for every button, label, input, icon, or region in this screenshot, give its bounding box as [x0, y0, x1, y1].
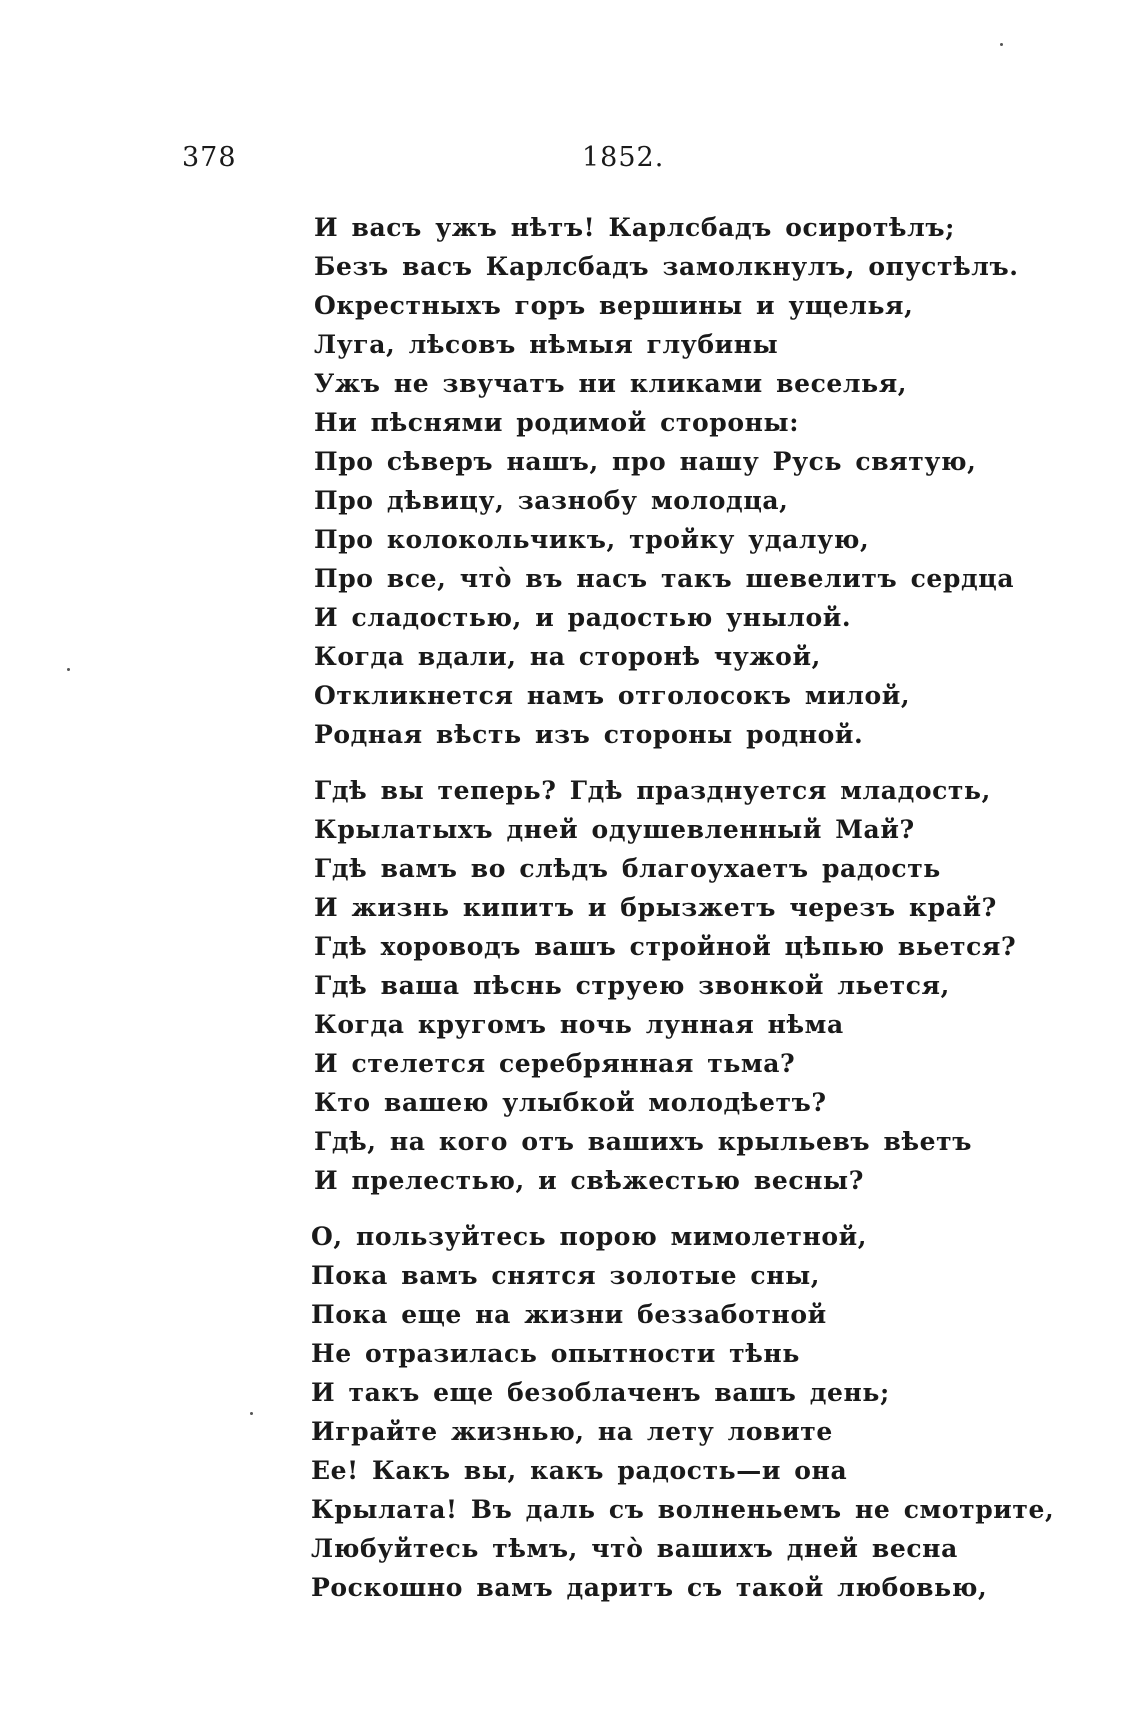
poem-line: И сладостью, и радостью унылой.: [314, 603, 852, 632]
poem-line: Ее! Какъ вы, какъ радость—и она: [311, 1456, 848, 1485]
paper-speck: [67, 668, 70, 671]
poem-line: Пока вамъ снятся золотые сны,: [311, 1261, 821, 1290]
poem-line: Безъ васъ Карлсбадъ замолкнулъ, опустѣлъ.: [314, 252, 1019, 281]
poem-line: И стелется серебрянная тьма?: [314, 1049, 796, 1078]
poem-line: Гдѣ хороводъ вашъ стройной цѣпью вьется?: [314, 932, 1017, 961]
poem-line: Пока еще на жизни беззаботной: [311, 1300, 827, 1329]
page-number: 378: [182, 142, 237, 173]
poem-line: Кто вашею улыбкой молодѣетъ?: [314, 1088, 827, 1117]
poem-line: Крылата! Въ даль съ волненьемъ не смотрите,: [311, 1495, 1055, 1524]
poem-line: Гдѣ вамъ во слѣдъ благоухаетъ радость: [314, 854, 941, 883]
poem-line: Играйте жизнью, на лету ловите: [311, 1417, 833, 1446]
poem-line: Крылатыхъ дней одушевленный Май?: [314, 815, 915, 844]
poem-body: [311, 208, 1094, 1607]
poem-line: И жизнь кипитъ и брызжетъ черезъ край?: [314, 893, 997, 922]
poem-line: Ни пѣснями родимой стороны:: [314, 408, 800, 437]
poem-line: Луга, лѣсовъ нѣмыя глубины: [314, 330, 779, 359]
poem-line: И такъ еще безоблаченъ вашъ день;: [311, 1378, 890, 1407]
paper-speck: [1000, 43, 1003, 46]
stanza: [314, 208, 1094, 754]
poem-line: Родная вѣсть изъ стороны родной.: [314, 720, 864, 749]
poem-line: Про сѣверъ нашъ, про нашу Русь святую,: [314, 447, 977, 476]
poem-line: Гдѣ, на кого отъ вашихъ крыльевъ вѣетъ: [314, 1127, 973, 1156]
poem-line: Гдѣ вы теперь? Гдѣ празднуется младость,: [314, 776, 991, 805]
poem-line: Про колокольчикъ, тройку удалую,: [314, 525, 870, 554]
running-head-year: 1852.: [582, 142, 665, 173]
poem-line: Не отразилась опытности тѣнь: [311, 1339, 800, 1368]
poem-line: Роскошно вамъ даритъ съ такой любовью,: [311, 1573, 988, 1602]
stanza: [311, 1217, 1094, 1607]
poem-line: Про все, что̀ въ насъ такъ шевелитъ сердца: [314, 564, 1015, 593]
poem-line: Когда вдали, на сторонѣ чужой,: [314, 642, 821, 671]
poem-line: Ужъ не звучатъ ни кликами веселья,: [314, 369, 908, 398]
poem-line: И прелестью, и свѣжестью весны?: [314, 1166, 864, 1195]
poem-line: Окрестныхъ горъ вершины и ущелья,: [314, 291, 914, 320]
poem-line: И васъ ужъ нѣтъ! Карлсбадъ осиротѣлъ;: [314, 213, 955, 242]
poem-line: О, пользуйтесь порою мимолетной,: [311, 1222, 868, 1251]
poem-line: Откликнется намъ отголосокъ милой,: [314, 681, 911, 710]
paper-speck: [250, 1412, 253, 1415]
poem-line: Любуйтесь тѣмъ, что̀ вашихъ дней весна: [311, 1534, 958, 1563]
poem-line: Когда кругомъ ночь лунная нѣма: [314, 1010, 844, 1039]
stanza: [314, 771, 1094, 1200]
poem-line: Гдѣ ваша пѣснь струею звонкой льется,: [314, 971, 950, 1000]
poem-line: Про дѣвицу, зазнобу молодца,: [314, 486, 789, 515]
